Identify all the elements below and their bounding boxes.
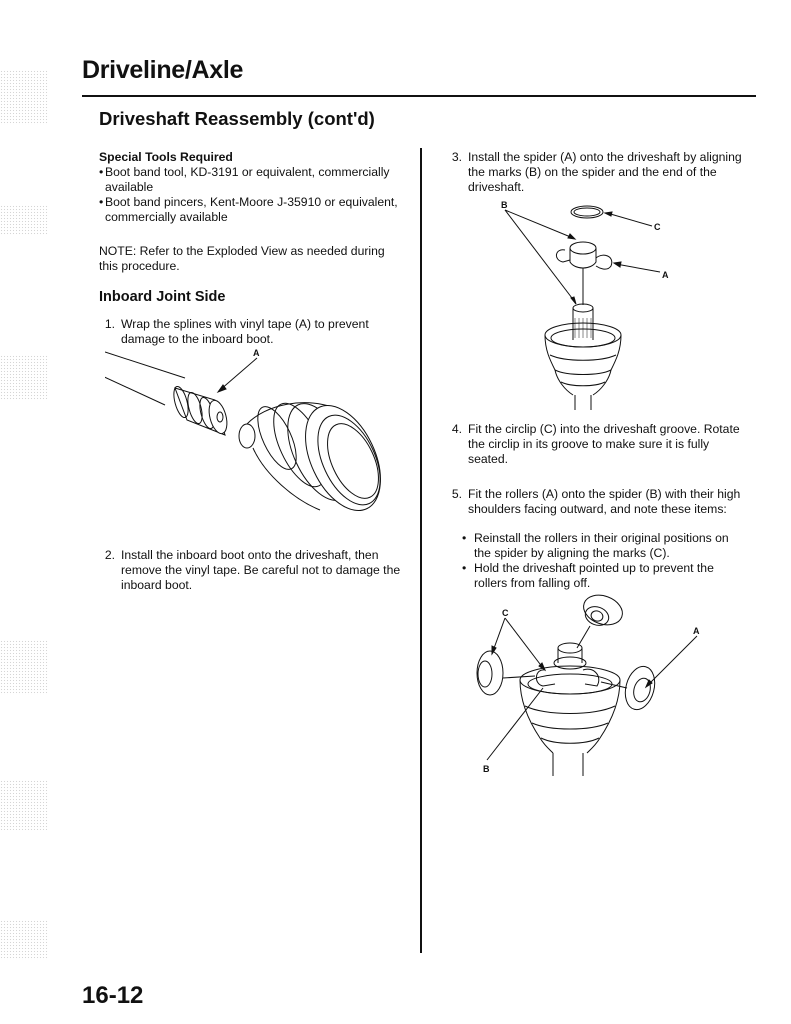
step-text: Fit the rollers (A) onto the spider (B) with their high shoulders facing outward, and note these items: <box>468 487 741 516</box>
column-divider <box>420 148 422 953</box>
step-5-item-text: Hold the driveshaft pointed up to prevent the rollers from falling off. <box>474 561 714 590</box>
step-number: 5. <box>451 487 462 501</box>
callout-a: A <box>662 270 669 280</box>
tool-item <box>99 165 404 195</box>
subheading: Inboard Joint Side <box>99 289 226 305</box>
callout-b: B <box>501 200 508 210</box>
scan-artifact <box>0 640 48 695</box>
figure-splines-boot <box>105 340 395 540</box>
callout-a: A <box>253 348 260 358</box>
figure-spider-install <box>495 200 680 410</box>
callout-b: B <box>483 764 490 774</box>
tool-item <box>99 195 404 225</box>
scan-artifact <box>0 70 48 125</box>
step-text: Wrap the splines with vinyl tape (A) to prevent damage to the inboard boot. <box>121 317 369 346</box>
bullet-icon: • <box>99 195 104 209</box>
callout-c: C <box>654 222 661 232</box>
bullet-icon: • <box>462 561 467 575</box>
special-tools-label: Special Tools Required <box>99 150 233 164</box>
driveshaft-boot-illustration-icon <box>105 340 395 540</box>
scan-artifact <box>0 205 48 235</box>
step-text: Install the spider (A) onto the driveshaft by aligning the marks (B) on the spider and the end of the driveshaft. <box>468 150 742 194</box>
bullet-icon: • <box>99 165 104 179</box>
note-text: NOTE: Refer to the Exploded View as needed during this procedure. <box>99 244 385 273</box>
right-column-steps <box>446 422 746 591</box>
step-number: 2. <box>104 548 115 562</box>
step-text: Fit the circlip (C) into the driveshaft groove. Rotate the circlip in its groove to make sure it is fully seated. <box>468 422 740 466</box>
tool-item-text: Boot band tool, KD-3191 or equivalent, commercially available <box>105 165 390 194</box>
step-5-items <box>446 531 746 591</box>
header-rule <box>82 95 756 97</box>
step-5 <box>446 487 746 517</box>
step-number: 4. <box>451 422 462 436</box>
left-column <box>99 150 404 347</box>
step-text: Install the inboard boot onto the driveshaft, then remove the vinyl tape. Be careful not to damage the inboard boot. <box>121 548 401 592</box>
tool-item-text: Boot band pincers, Kent-Moore J-35910 or equivalent, commercially available <box>105 195 398 224</box>
rollers-spider-illustration-icon <box>465 588 710 778</box>
step-number: 3. <box>451 150 462 164</box>
step-5-item <box>462 561 746 591</box>
left-column-step-2 <box>99 548 404 593</box>
step-5-item-text: Reinstall the rollers in their original positions on the spider by aligning the marks (C). <box>474 531 729 560</box>
bullet-icon: • <box>462 531 467 545</box>
page-number: 16-12 <box>82 982 144 1009</box>
section-title: Driveshaft Reassembly (cont'd) <box>99 108 375 129</box>
figure-rollers <box>465 588 710 778</box>
spider-driveshaft-illustration-icon <box>495 200 680 410</box>
callout-a: A <box>693 626 700 636</box>
step-5-item <box>462 531 746 561</box>
step-4 <box>446 422 746 467</box>
step-2 <box>99 548 404 593</box>
callout-c: C <box>502 608 509 618</box>
chapter-title: Driveline/Axle <box>82 56 244 84</box>
right-column <box>446 150 746 195</box>
step-number: 1. <box>104 317 115 331</box>
step-3 <box>446 150 746 195</box>
scan-artifact <box>0 780 48 830</box>
scan-artifact <box>0 920 48 960</box>
scan-artifact <box>0 355 48 400</box>
